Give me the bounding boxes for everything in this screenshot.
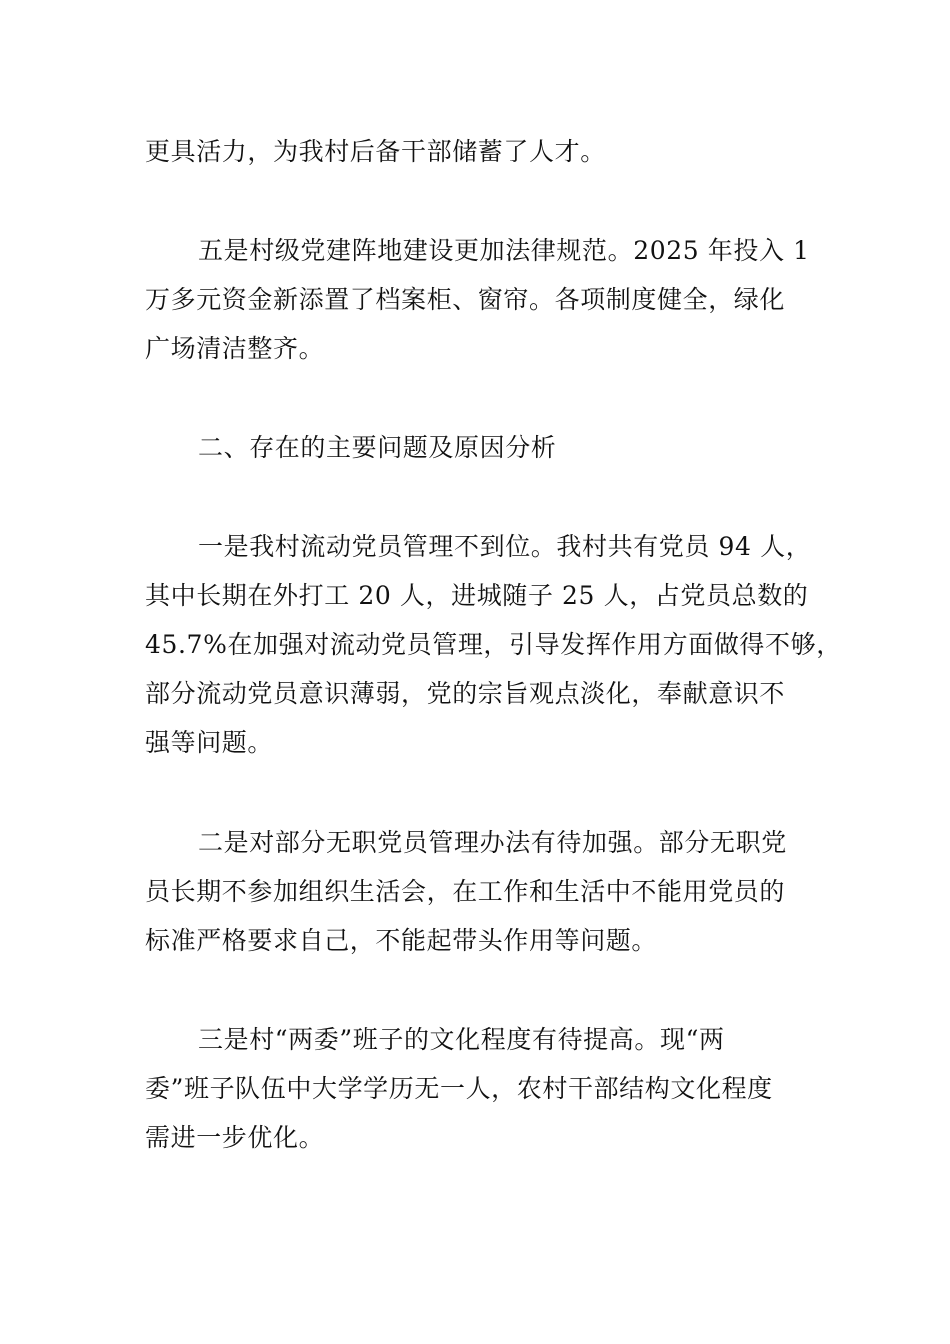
paragraph-line: 五是村级党建阵地建设更加法律规范。2025 年投入 1 (198, 236, 810, 265)
paragraph-line: 更具活力，为我村后备干部储蓄了人才。 (145, 137, 606, 166)
paragraph-line: 需进一步优化。 (145, 1123, 325, 1152)
paragraph-line: 委”班子队伍中大学学历无一人，农村干部结构文化程度 (145, 1074, 773, 1103)
paragraph-line: 标准严格要求自己，不能起带头作用等问题。 (145, 926, 658, 955)
paragraph-line: 其中长期在外打工 20 人，进城随子 25 人，占党员总数的 (145, 581, 809, 610)
paragraph-line: 员长期不参加组织生活会，在工作和生活中不能用党员的 (145, 877, 786, 906)
section-heading: 二、存在的主要问题及原因分析 (198, 433, 557, 462)
paragraph-line: 万多元资金新添置了档案柜、窗帘。各项制度健全，绿化 (145, 285, 786, 314)
paragraph-line: 二是对部分无职党员管理办法有待加强。部分无职党 (198, 828, 787, 857)
paragraph-line: 广场清洁整齐。 (145, 334, 325, 363)
paragraph-line: 强等问题。 (145, 728, 274, 757)
paragraph-line: 部分流动党员意识薄弱，党的宗旨观点淡化，奉献意识不 (145, 679, 786, 708)
paragraph-line: 45.7%在加强对流动党员管理，引导发挥作用方面做得不够， (145, 630, 842, 659)
paragraph-line: 一是我村流动党员管理不到位。我村共有党员 94 人， (198, 532, 812, 561)
paragraph-line: 三是村“两委”班子的文化程度有待提高。现“两 (198, 1025, 725, 1054)
